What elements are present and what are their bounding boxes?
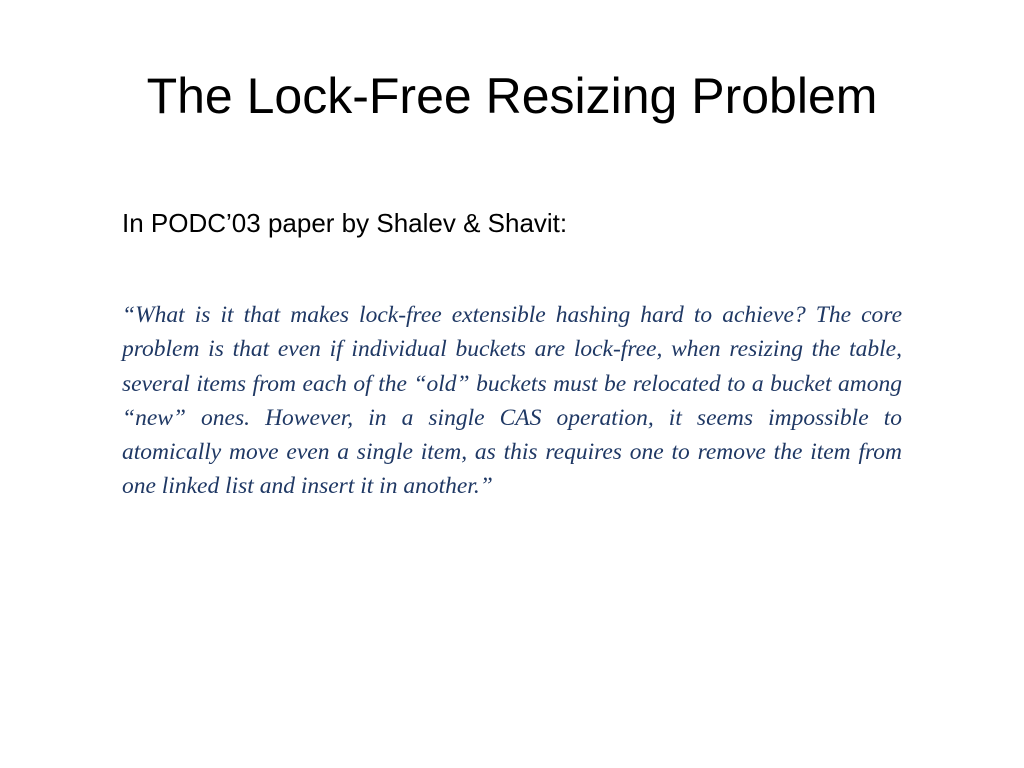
intro-text: In PODC’03 paper by Shalev & Shavit: [122, 208, 568, 238]
slide-title: The Lock-Free Resizing Problem [146, 68, 878, 124]
quote-text: “What is it that makes lock-free extensible hashing hard to achieve? The core problem is that even if individual buckets are lock-free, when resizing the table, several items from each of the “old” buckets must be relocated to a bucket among “new” ones. However, in a single CAS operation, it seems impossible to atomically move even a single item, as this requires one to remove the item from one linked list and insert it in another.” [122, 302, 902, 500]
